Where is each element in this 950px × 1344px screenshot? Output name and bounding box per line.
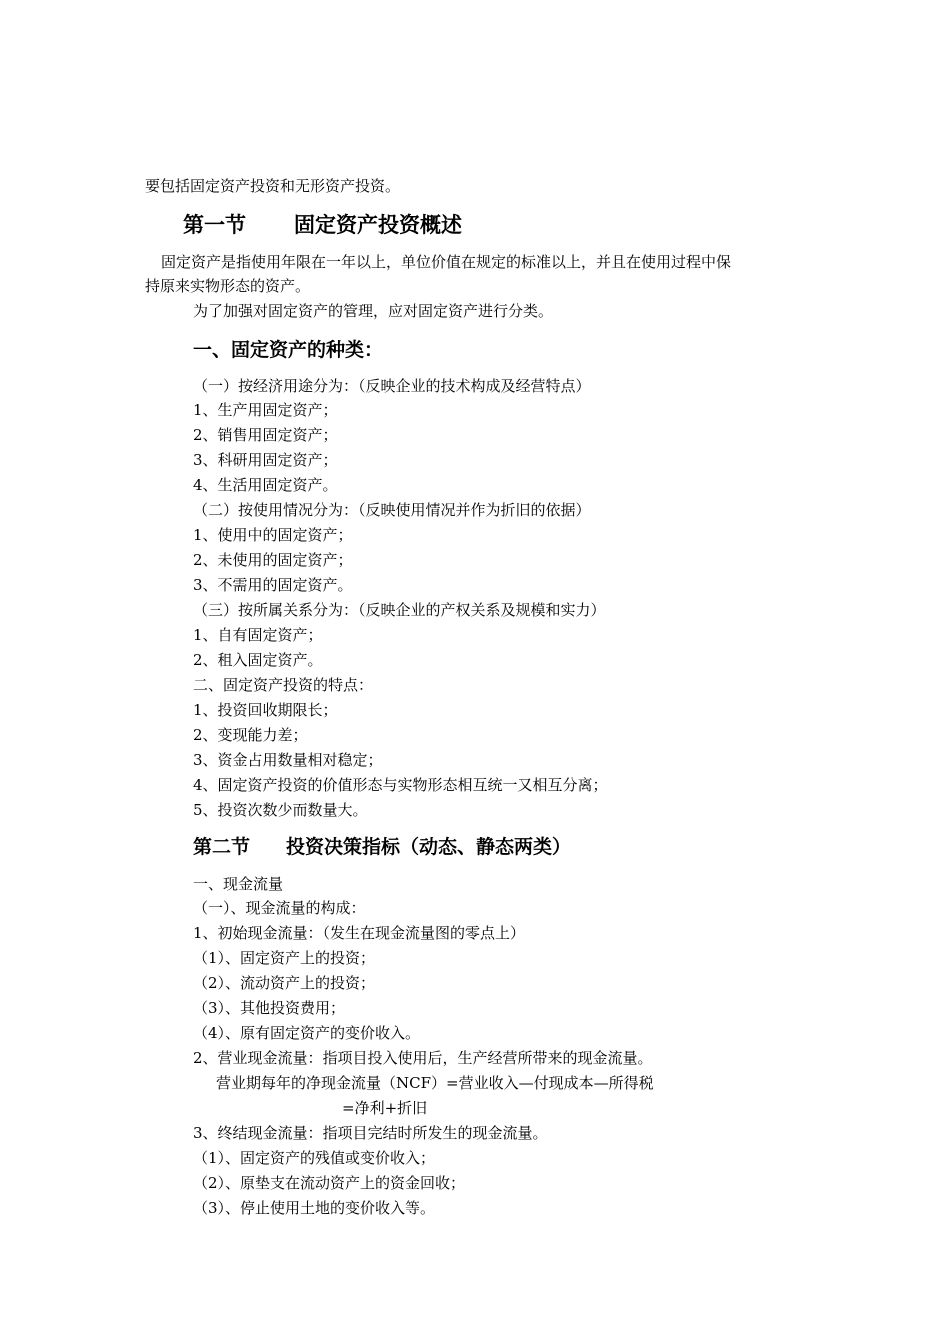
list-item: 3、不需用的固定资产。 [193,576,353,594]
paragraph-1-line-1: 固定资产是指使用年限在一年以上，单位价值在规定的标准以上，并且在使用过程中保 [161,253,732,271]
cashflow-subtitle: （一）、现金流量的构成： [193,899,366,917]
list-item: 2、租入固定资产。 [193,651,323,669]
section-2-heading [193,834,571,860]
initial-cashflow-title: 1、初始现金流量：（发生在现金流量图的零点上） [193,924,526,942]
list-item: （3）、其他投资费用； [193,999,346,1017]
list-item: 2、变现能力差； [193,726,308,744]
list-item: 4、固定资产投资的价值形态与实物形态相互统一又相互分离； [193,776,608,794]
list-item: 3、资金占用数量相对稳定； [193,751,383,769]
cashflow-title: 一、现金流量 [193,875,284,893]
section-2-label: 第二节 [193,836,251,858]
operating-cashflow-title: 2、营业现金流量：指项目投入使用后，生产经营所带来的现金流量。 [193,1049,653,1067]
list-item: 2、未使用的固定资产； [193,551,353,569]
features-title: 二、固定资产投资的特点： [193,676,374,694]
list-item: （1）、固定资产的残值或变价收入； [193,1149,436,1167]
section-2-title: 投资决策指标（动态、静态两类） [286,836,572,858]
list-item: （3）、停止使用土地的变价收入等。 [193,1199,436,1217]
list-item: 2、销售用固定资产； [193,426,338,444]
paragraph-2: 为了加强对固定资产的管理，应对固定资产进行分类。 [193,302,554,320]
class-1-title: （一）按经济用途分为：（反映企业的技术构成及经营特点） [193,377,591,395]
types-heading: 一、固定资产的种类： [193,339,384,361]
ncf-formula-line-1: 营业期每年的净现金流量（NCF）=营业收入—付现成本—所得税 [216,1074,654,1092]
list-item: （2）、原垫支在流动资产上的资金回收； [193,1174,466,1192]
list-item: （1）、固定资产上的投资； [193,949,376,967]
terminal-cashflow-title: 3、终结现金流量：指项目完结时所发生的现金流量。 [193,1124,548,1142]
list-item: （2）、流动资产上的投资； [193,974,376,992]
list-item: 4、生活用固定资产。 [193,476,338,494]
paragraph-1-line-2: 持原来实物形态的资产。 [145,277,311,295]
ncf-formula-line-2: =净利+折旧 [342,1099,428,1117]
list-item: 1、自有固定资产； [193,626,323,644]
list-item: 3、科研用固定资产； [193,451,338,469]
class-2-title: （二）按使用情况分为：（反映使用情况并作为折旧的依据） [193,501,591,519]
list-item: 5、投资次数少而数量大。 [193,801,368,819]
section-1-label: 第一节 [183,212,246,237]
section-1-title: 固定资产投资概述 [294,212,462,237]
section-1-heading [183,211,462,239]
list-item: 1、生产用固定资产； [193,401,338,419]
intro-line: 要包括固定资产投资和无形资产投资。 [145,177,401,195]
list-item: 1、投资回收期限长； [193,701,338,719]
list-item: （4）、原有固定资产的变价收入。 [193,1024,421,1042]
list-item: 1、使用中的固定资产； [193,526,353,544]
class-3-title: （三）按所属关系分为：（反映企业的产权关系及规模和实力） [193,601,606,619]
